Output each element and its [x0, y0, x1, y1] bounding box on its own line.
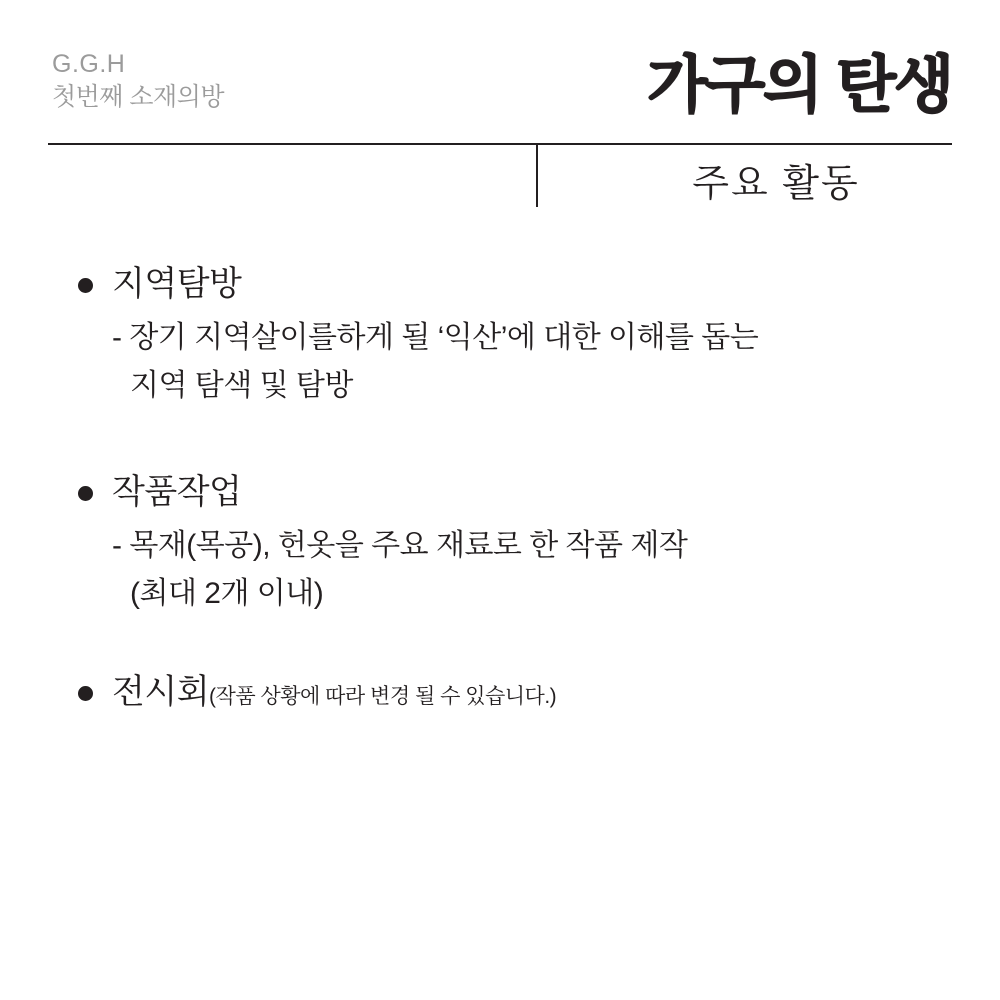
slide-header: [0, 0, 1000, 150]
list-item-detail-line: 지역 탐색 및 탐방: [130, 368, 353, 402]
list-item-title-text: 전시회: [112, 672, 210, 711]
bullet-icon: [78, 686, 93, 701]
brand-line-2: 첫번째 소재의방: [52, 83, 224, 111]
bullet-icon: [78, 486, 93, 501]
page-title: 가구의 탄생: [647, 51, 952, 120]
list-item-title: 지역탐방: [112, 265, 242, 303]
list-item-heading: [0, 262, 1000, 308]
brand-block: [52, 48, 224, 114]
vertical-divider: [536, 143, 538, 207]
horizontal-divider: [48, 143, 952, 145]
list-item-title: 작품작업: [112, 472, 242, 511]
list-item-heading: [0, 670, 1000, 716]
list-item-note: (작품 상황에 따라 변경 될 수 있습니다.): [209, 684, 557, 708]
list-item: [0, 262, 1000, 410]
bullet-icon: [78, 278, 93, 293]
list-item-heading: [0, 470, 1000, 516]
list-item: [0, 470, 1000, 618]
activity-list: [0, 262, 1000, 742]
brand-line-1: G.G.H: [52, 50, 126, 78]
spacer: [0, 436, 1000, 470]
section-subtitle: 주요 활동: [692, 163, 860, 205]
list-item-detail-line: - 목재(목공), 헌옷을 주요 재료로 한 작품 제작: [112, 528, 688, 562]
list-item: [0, 670, 1000, 716]
list-item-title: [112, 670, 556, 716]
list-item-detail-line: (최대 2개 이내): [130, 576, 324, 610]
list-item-detail-line: - 장기 지역살이를하게 될 ‘익산’에 대한 이해를 돕는: [112, 320, 759, 354]
spacer: [0, 644, 1000, 670]
